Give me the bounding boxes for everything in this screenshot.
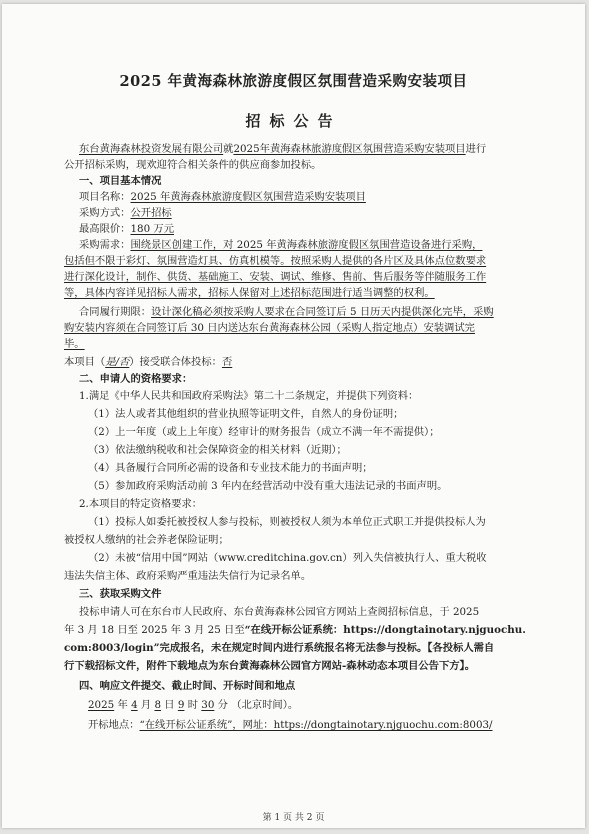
section1-heading: 一、项目基本情况 (79, 175, 162, 187)
document-title: 2025 年黄海森林旅游度假区氛围营造采购安装项目 (119, 73, 468, 90)
project-name-inline: 2025年黄海森林旅游度假区氛围营造采购安装项目 (233, 143, 466, 155)
joint-bid-row: 本项目（是/否）接受联合体投标：否 (64, 356, 233, 368)
requirement-line-4: 等，具体内容详见招标人需求，招标人保留对上述招标范围进行适当调整的权利。 (64, 287, 435, 299)
special-req-2-line-1: （2）未被“信用中国”网站（www.creditchina.gov.cn）列入失信被执行人、重大税收 (88, 552, 487, 564)
online-system-link[interactable]: “在线开标公证系统：https://dongtainotary.njguochu. (244, 624, 526, 636)
special-req-1-line-1: （1）投标人如委托被授权人参与投标，则被授权人须为本单位正式职工并提供投标人为 (88, 516, 486, 528)
project-name-row: 项目名称：2025 年黄海森林旅游度假区氛围营造采购安装项目 (79, 191, 366, 203)
deadline-datetime: 2025 年 4 月 8 日 9 时 30 分 （北京时间）。 (88, 699, 299, 711)
contract-term-line-1: 合同履行期限：设计深化稿必须按采购人要求在合同签订后 5 日历天内提供深化完毕，采购 (79, 306, 494, 318)
contract-term-line-2: 购安装内容须在合同签订后 30 日内送达东台黄海森林公园（采购人指定地点）安装调试完 (64, 322, 475, 334)
contract-term-line-3: 毕。 (64, 338, 85, 350)
section3-heading: 三、获取采购文件 (79, 588, 162, 600)
max-price-value: 180 万元 (130, 223, 175, 235)
obtain-line-4: 行下载招标文件，附件下载地点为东台黄海森林公园官方网站-森林动态本项目公告下方】。 (64, 660, 475, 672)
max-price-row: 最高限价：180 万元 (79, 223, 175, 235)
intro-line-2: 公开招标采购，现欢迎符合相关条件的供应商参加投标。 (64, 159, 322, 171)
obtain-line-2: 年 3 月 18 日至 2025 年 3 月 25 日至“在线开标公证系统：https://dongtainotary.njguochu. (64, 624, 526, 636)
buyer-name: 东台黄海森林投资发展有限公司 (79, 143, 224, 155)
qualification-sub-1: （1）法人或者其他组织的营业执照等证明文件，自然人的身份证明； (88, 408, 404, 420)
page-footer: 第 1 页 共 2 页 (262, 813, 325, 823)
procurement-method-row: 采购方式：公开招标 (79, 207, 172, 219)
opening-place-row: 开标地点：“在线开标公证系统”，网址：https://dongtainotary.njguochu.com:8003/ (88, 719, 493, 731)
requirement-line-2: 包括但不限于彩灯、氛围营造灯具、仿真机模等。按照采购人提供的各片区及具体点位数要求 (64, 255, 487, 267)
obtain-line-1: 投标申请人可在东台市人民政府、东台黄海森林公园官方网站上查阅招标信息，于 2025 (79, 606, 480, 618)
procurement-method-value: 公开招标 (130, 207, 172, 219)
opening-place-link[interactable]: “在线开标公证系统”，网址：https://dongtainotary.njguochu.com:8003/ (139, 719, 493, 731)
special-req-2-line-2: 违法失信主体、政府采购严重违法失信行为记录名单。 (64, 570, 312, 582)
requirement-line-1: 采购需求：围绕景区创建工作，对 2025 年黄海森林旅游度假区氛围营造设备进行采购， (79, 239, 483, 251)
qualification-item-2: 2.本项目的特定资格要求： (79, 498, 203, 510)
project-name-value: 2025 年黄海森林旅游度假区氛围营造采购安装项目 (130, 191, 366, 203)
document-page (2, 4, 585, 828)
document-subtitle: 招标公告 (245, 112, 342, 130)
intro-line-1: 东台黄海森林投资发展有限公司就2025年黄海森林旅游度假区氛围营造采购安装项目进行 (79, 143, 487, 155)
joint-bid-value: 否 (221, 356, 233, 368)
section4-heading: 四、响应文件提交、截止时间、开标时间和地点 (79, 680, 296, 692)
special-req-1-line-2: 被授权人缴纳的社会养老保险证明； (64, 534, 229, 546)
qualification-sub-2: （2）上一年度（或上上年度）经审计的财务报告（成立不满一年不需提供）； (88, 426, 440, 438)
qualification-sub-4: （4）具备履行合同所必需的设备和专业技术能力的书面声明； (88, 462, 373, 474)
qualification-sub-3: （3）依法缴纳税收和社会保障资金的相关材料（近期）； (88, 444, 347, 456)
obtain-line-3: com:8003/login”完成报名，未在规定时间内进行系统报名将无法参与投标。【各投标人需自 (64, 642, 495, 654)
section2-heading: 二、申请人的资格要求： (79, 373, 193, 385)
qualification-sub-5: （5）参加政府采购活动前 3 年内在经营活动中没有重大违法记录的书面声明。 (88, 480, 448, 492)
requirement-line-3: 进行深化设计，制作、供货、基础施工、安装、调试、维修、售前、售后服务等伴随服务工作 (64, 271, 487, 283)
joint-bid-options: 是/否 (105, 356, 130, 368)
qualification-item-1: 1.满足《中华人民共和国政府采购法》第二十二条规定，并提供下列资料： (79, 390, 419, 402)
